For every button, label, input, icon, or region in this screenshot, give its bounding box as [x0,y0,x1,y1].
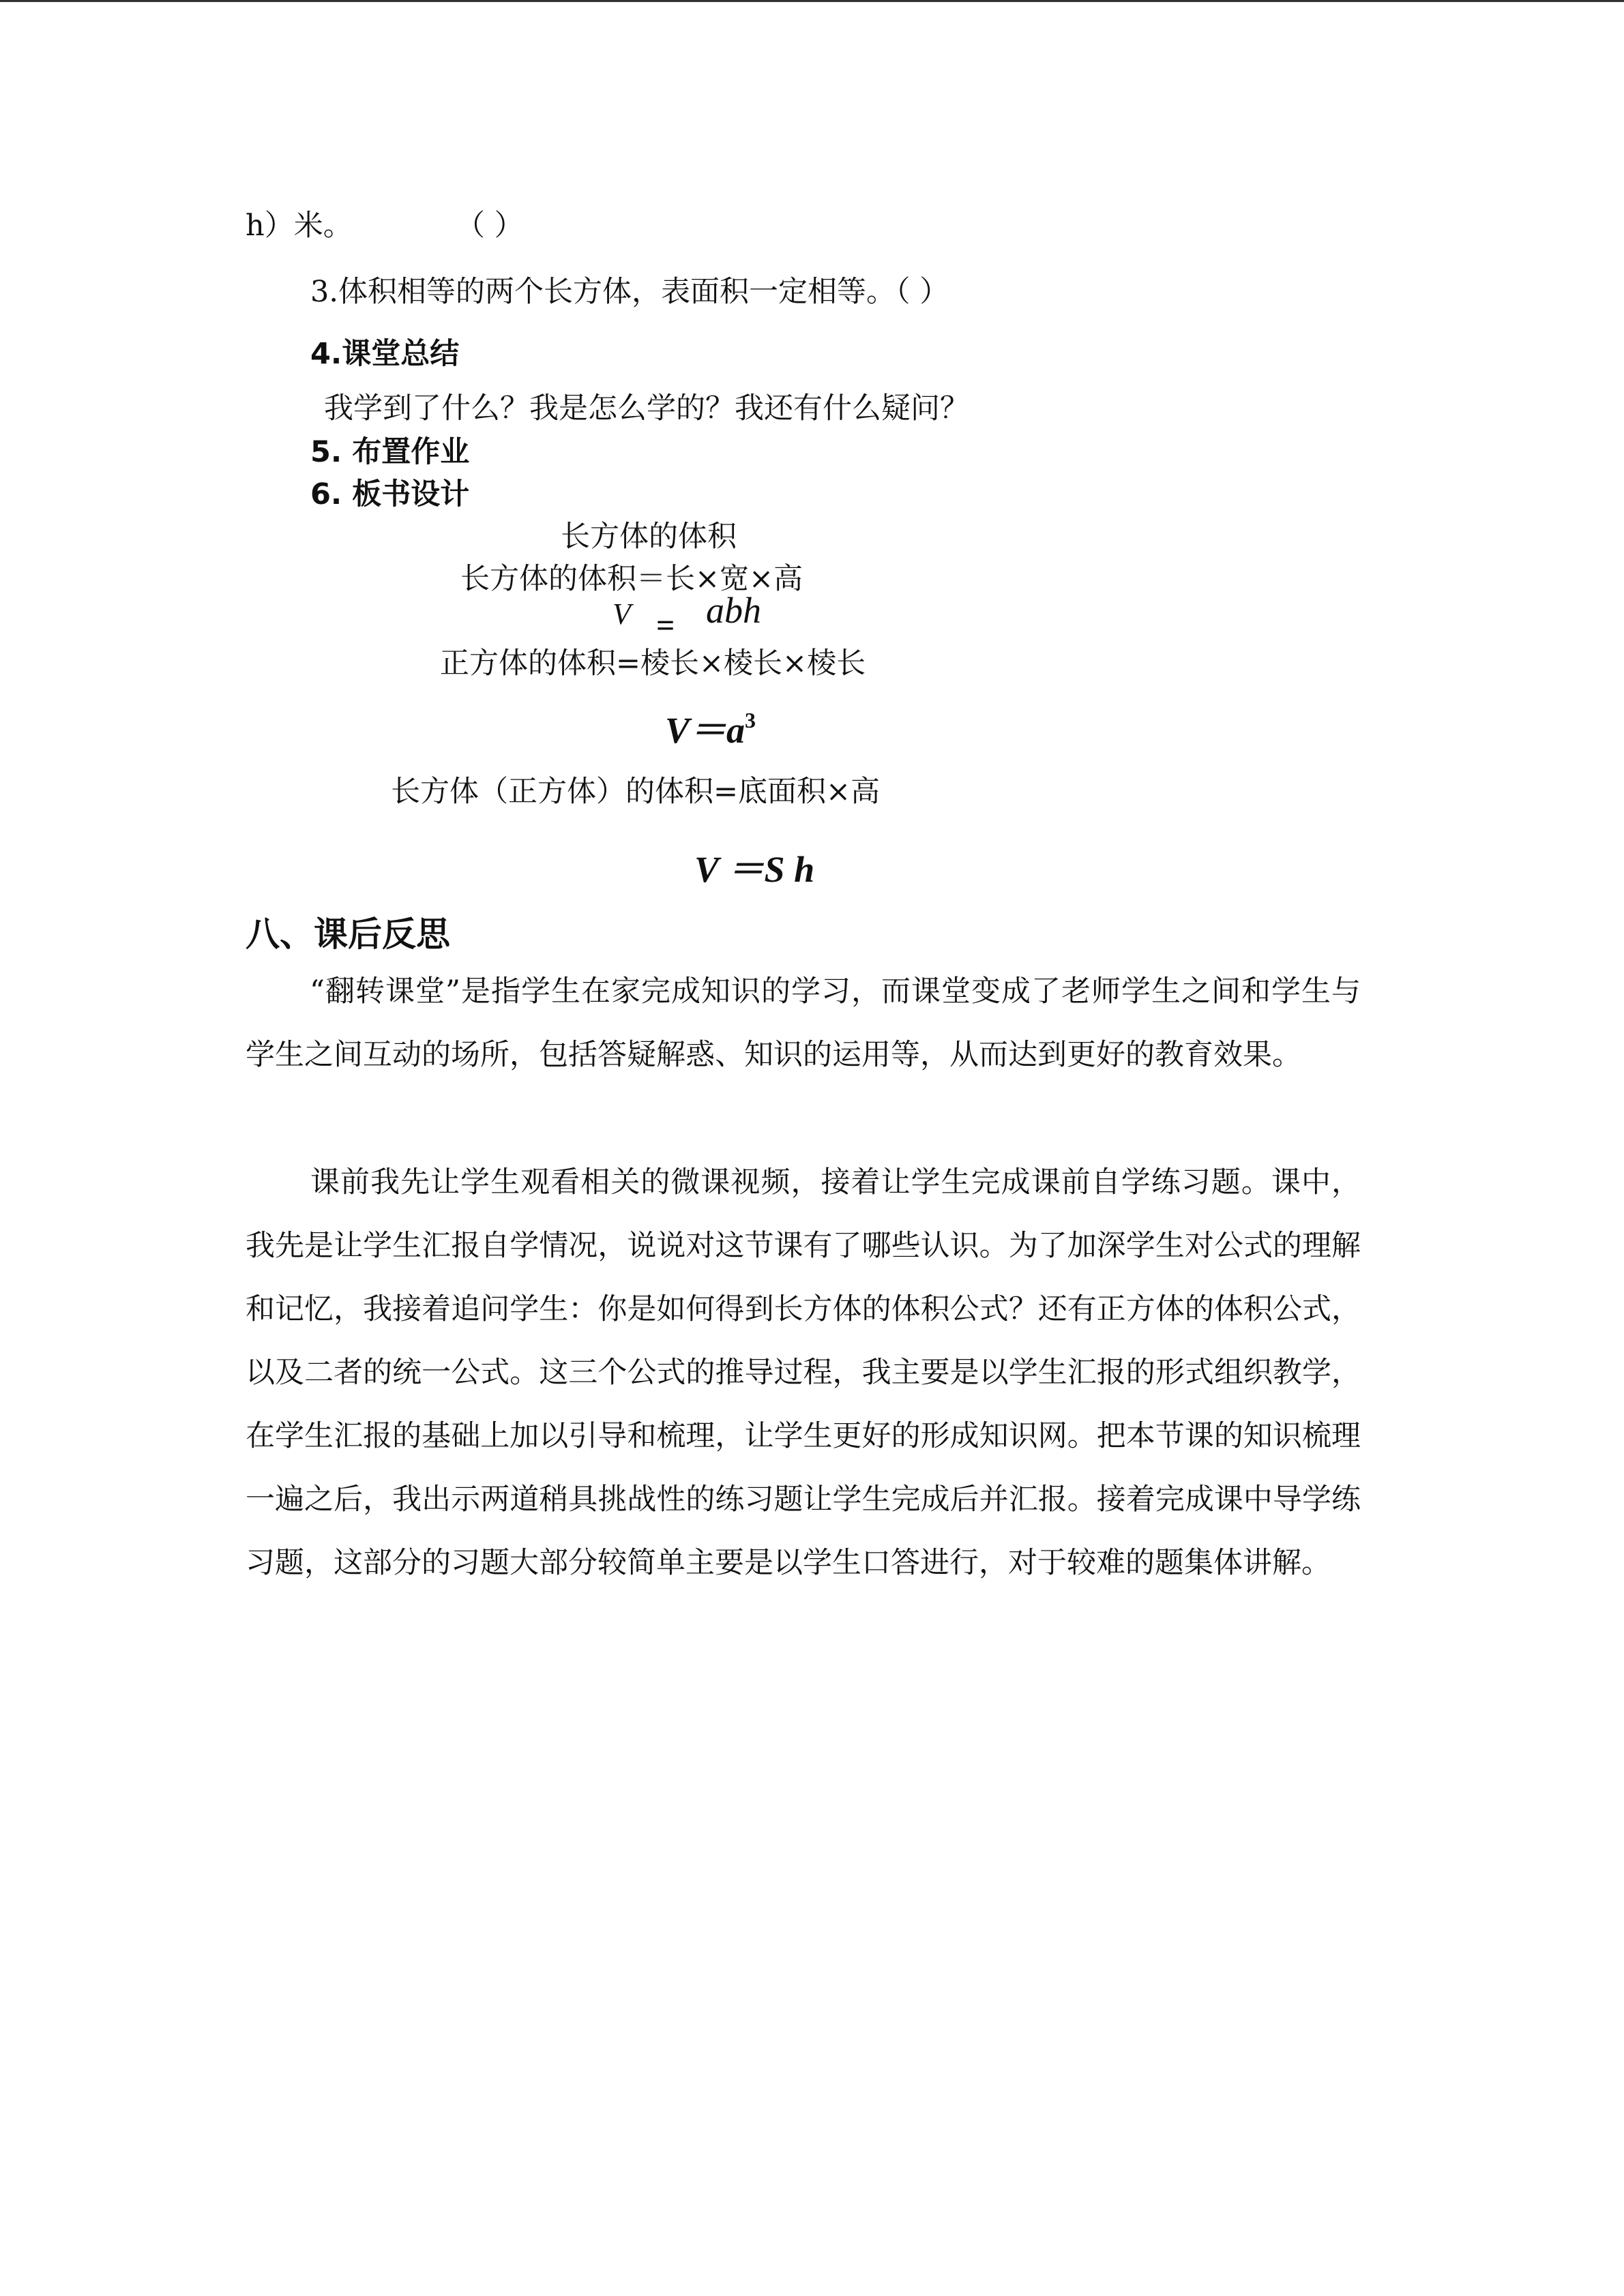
unified-volume-formula-words: 长方体（正方体）的体积=底面积×高 [391,775,881,809]
exercise-item-2-answer-blank: （ ） [456,209,524,243]
page-top-border [0,0,1624,2]
board-design-heading: 6. 板书设计 [310,477,470,511]
unified-formula: V ＝S h [694,849,815,890]
cube-volume-formula-words: 正方体的体积=棱长×棱长×棱长 [440,646,866,681]
cuboid-formula-abh: abh [706,590,761,631]
cube-formula-base: V＝a [665,710,745,751]
reflection-paragraph-2-text: 课前我先让学生观看相关的微课视频，接着让学生完成课前自学练习题。课中，我先是让学生汇报自学情况，说说对这节课有了哪些认识。为了加深学生对公式的理解和记忆，我接着追问学生：你是如何得到长方体的体积公式？还有正方体的体积公式，以及二者的统一公式。这三个公式的推导过程，我主要是以学生汇报的形式组织教学，在学生汇报的基础上加以引导和梳理，让学生更好的形成知识网。把本节课的知识梳理一遍之后，我出示两道稍具挑战性的练习题让学生完成后并汇报。接着完成课中导学练习题，这部分的习题大部分较简单主要是以学生口答进行，对于较难的题集体讲解。 [246,1165,1361,1580]
cuboid-formula-v: V [612,597,631,631]
reflection-paragraph-2 [246,1151,1361,1595]
reflection-heading: 八、课后反思 [246,914,450,954]
board-title: 长方体的体积 [561,520,737,554]
reflection-paragraph-1 [246,960,1361,1087]
cube-formula-exponent: 3 [745,708,756,732]
cuboid-volume-formula-words: 长方体的体积＝长×宽×高 [460,562,803,596]
homework-heading: 5. 布置作业 [310,435,470,469]
exercise-item-3: 3.体积相等的两个长方体，表面积一定相等。（ ） [310,275,949,309]
cuboid-formula-equals: = [656,608,675,644]
exercise-item-2-text: h）米。 [246,209,353,243]
summary-text: 我学到了什么？我是怎么学的？我还有什么疑问？ [324,391,969,426]
reflection-paragraph-1-text: “翻转课堂”是指学生在家完成知识的学习，而课堂变成了老师学生之间和学生与学生之间互动的场所，包括答疑解惑、知识的运用等，从而达到更好的教育效果。 [246,974,1361,1072]
cube-formula [665,701,756,754]
summary-heading: 4.课堂总结 [310,337,460,371]
exercise-item-2-tail [246,209,353,244]
